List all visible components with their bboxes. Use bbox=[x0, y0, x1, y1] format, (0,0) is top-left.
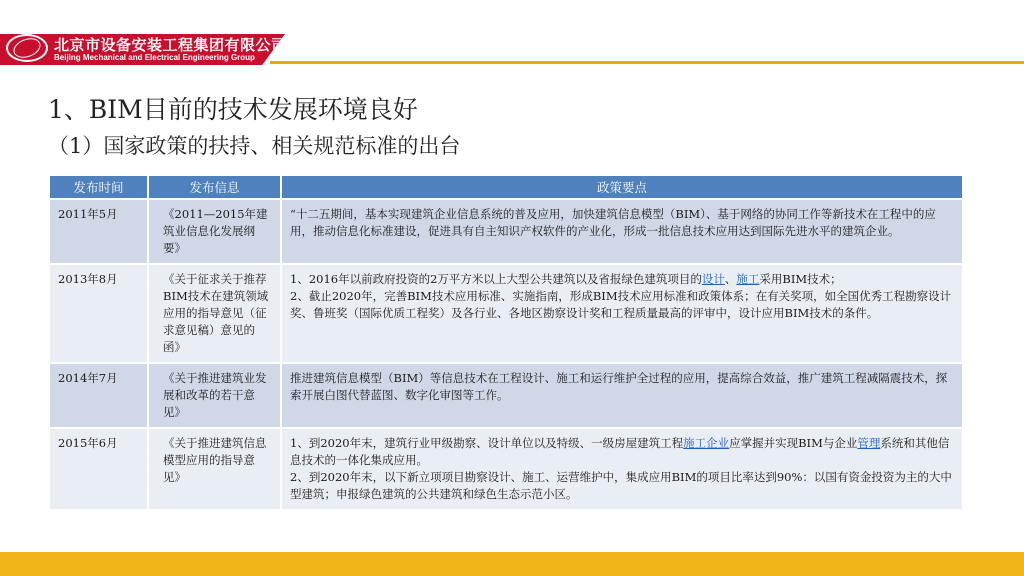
point-paragraph bbox=[290, 435, 954, 469]
slide-title: 1、BIM目前的技术发展环境良好 bbox=[48, 95, 418, 124]
cell-points bbox=[281, 428, 962, 509]
point-text: 采用BIM技术； bbox=[759, 272, 842, 286]
cell-date: 2015年6月 bbox=[50, 428, 148, 509]
header-divider bbox=[270, 61, 1024, 64]
cell-points bbox=[281, 264, 962, 363]
point-paragraph: 2、到2020年末，以下新立项项目勘察设计、施工、运营维护中，集成应用BIM的项目比率达到90%：以国有资金投资为主的大中型建筑；申报绿色建筑的公共建筑和绿色生态示范小区。 bbox=[290, 470, 952, 501]
header-info: 发布信息 bbox=[148, 176, 281, 199]
policy-table bbox=[50, 176, 962, 509]
cell-info: 《关于征求关于推荐BIM技术在建筑领域应用的指导意见（征求意见稿）意见的函》 bbox=[148, 264, 281, 363]
company-name-cn: 北京市设备安装工程集团有限公司 bbox=[54, 36, 287, 54]
cell-info: 《2011—2015年建筑业信息化发展纲要》 bbox=[148, 199, 281, 264]
cell-info: 《关于推进建筑信息模型应用的指导意见》 bbox=[148, 428, 281, 509]
link-construction-enterprise[interactable]: 施工企业 bbox=[683, 436, 730, 450]
company-logo-icon bbox=[6, 34, 48, 62]
footer-bar bbox=[0, 552, 1024, 576]
cell-points: 推进建筑信息模型（BIM）等信息技术在工程设计、施工和运行维护全过程的应用，提高综合效益，推广建筑工程减隔震技术，探索开展白图代替蓝图、数字化审图等工作。 bbox=[281, 363, 962, 428]
cell-date: 2014年7月 bbox=[50, 363, 148, 428]
point-paragraph bbox=[290, 271, 954, 288]
table-row bbox=[50, 264, 962, 363]
point-text: 1、2016年以前政府投资的2万平方米以上大型公共建筑以及省报绿色建筑项目的 bbox=[290, 272, 702, 286]
table-row bbox=[50, 363, 962, 428]
logo-ring bbox=[11, 35, 43, 61]
header-date: 发布时间 bbox=[50, 176, 148, 199]
table-row bbox=[50, 199, 962, 264]
header-points: 政策要点 bbox=[281, 176, 962, 199]
link-construction[interactable]: 施工 bbox=[736, 272, 760, 286]
link-management[interactable]: 管理 bbox=[857, 436, 881, 450]
slide-subtitle: （1）国家政策的扶持、相关规范标准的出台 bbox=[48, 134, 461, 158]
cell-points: “十二五期间，基本实现建筑企业信息系统的普及应用，加快建筑信息模型（BIM）、基于网络的协同工作等新技术在工程中的应用，推动信息化标准建设，促进具有自主知识产权软件的产业化，形成一批信息技术应用达到国际先进水平的建筑企业。 bbox=[281, 199, 962, 264]
point-text: 1、到2020年末，建筑行业甲级勘察、设计单位以及特级、一级房屋建筑工程 bbox=[290, 436, 684, 450]
cell-info: 《关于推进建筑业发展和改革的若干意见》 bbox=[148, 363, 281, 428]
point-text: 系统和其他信息技术的一体化集成应用。 bbox=[290, 436, 950, 467]
point-text: 应掌握并实现BIM与企业 bbox=[729, 436, 858, 450]
table-header-row bbox=[50, 176, 962, 199]
table-row bbox=[50, 428, 962, 509]
company-name-en: Beijing Mechanical and Electrical Engineering Group bbox=[54, 53, 255, 62]
link-design[interactable]: 设计 bbox=[701, 272, 725, 286]
point-separator: 、 bbox=[724, 272, 737, 286]
cell-date: 2013年8月 bbox=[50, 264, 148, 363]
cell-date: 2011年5月 bbox=[50, 199, 148, 264]
point-paragraph: 2、截止2020年，完善BIM技术应用标准、实施指南，形成BIM技术应用标准和政策体系；在有关奖项，如全国优秀工程勘察设计奖、鲁班奖（国际优质工程奖）及各行业、各地区勘察设计奖和工程质量最高的评审中，设计应用BIM技术的条件。 bbox=[290, 289, 952, 320]
